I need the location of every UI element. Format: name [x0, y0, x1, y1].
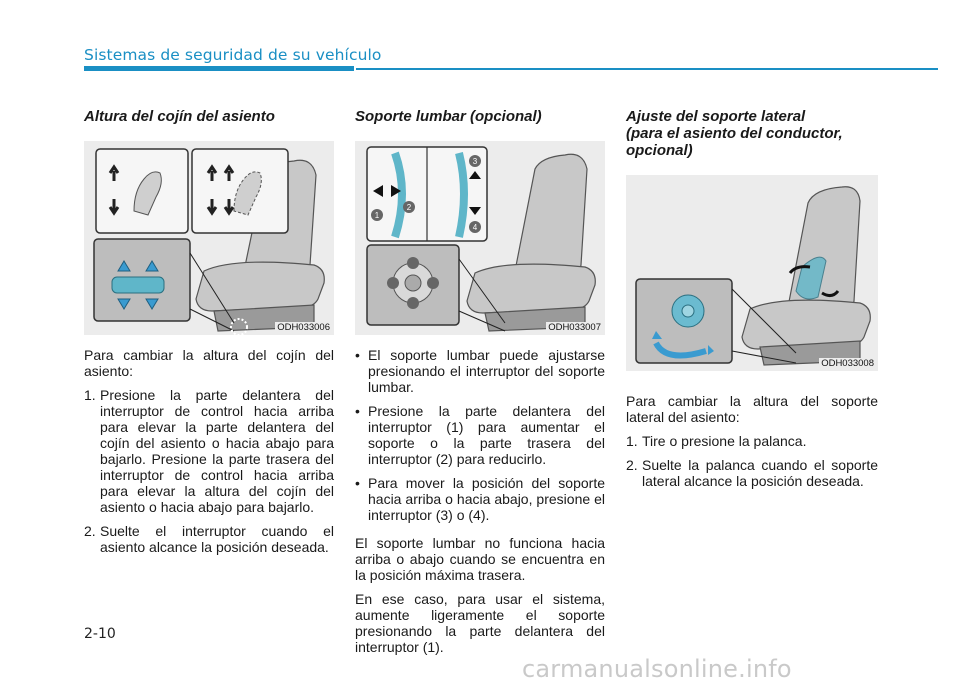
figure-code: ODH033006 [277, 322, 330, 333]
watermark-text: carmanualsonline.info [522, 655, 792, 683]
heading-seat-height: Altura del cojín del asiento [84, 108, 275, 125]
column-lumbar-support [355, 108, 605, 655]
lumbar-illustration [355, 141, 605, 335]
step-number: 2. [626, 457, 638, 473]
section-title: Sistemas de seguridad de su vehículo [84, 46, 382, 64]
steps-list [84, 387, 334, 555]
paragraph-note-2: En ese caso, para usar el sistema, aumente ligeramente el soporte presionando la parte delantera del interruptor (1). [355, 591, 605, 655]
heading-lumbar-support: Soporte lumbar (opcional) [355, 108, 542, 125]
figure-side-bolster [626, 175, 878, 371]
header-rule-thick [84, 66, 354, 71]
fig-label-2: 2 [406, 203, 412, 212]
bullet-text: El soporte lumbar puede ajustarse presionando el interruptor del soporte lumbar. [368, 347, 605, 395]
list-item [626, 433, 878, 449]
heading-side-bolster [626, 108, 878, 159]
column-side-bolster [626, 108, 878, 497]
step-text: Suelte la palanca cuando el soporte lateral alcance la posición deseada. [642, 457, 878, 489]
intro-text: Para cambiar la altura del soporte lateral del asiento: [626, 393, 878, 425]
bullet-text: Presione la parte delantera del interruptor (1) para aumentar el soporte o la parte trasera del interruptor (2) para reducirlo. [368, 403, 605, 467]
list-item: • El soporte lumbar puede ajustarse presionando el interruptor del soporte lumbar. [355, 347, 605, 395]
fig-label-3: 3 [472, 157, 478, 166]
list-item [84, 523, 334, 555]
figure-code: ODH033008 [821, 358, 874, 369]
step-number: 2. [84, 523, 96, 539]
bullet-list [355, 347, 605, 523]
heading-line-2: (para el asiento del conductor, [626, 125, 843, 142]
figure-lumbar-support [355, 141, 605, 335]
bullet-text: Para mover la posición del soporte hacia arriba o hacia abajo, presione el interruptor (3) o (4). [368, 475, 605, 523]
seat-height-illustration [84, 141, 334, 335]
step-text: Suelte el interruptor cuando el asiento alcance la posición deseada. [100, 523, 334, 555]
header-rule-thin [356, 68, 938, 70]
intro-text: Para cambiar la altura del cojín del asiento: [84, 347, 334, 379]
step-number: 1. [84, 387, 96, 403]
step-text: Presione la parte delantera del interruptor de control hacia arriba para elevar la parte delantera del cojín del asiento o hacia abajo para bajarlo. Presione la parte trasera del interruptor de control hacia arriba para elevar la altura del cojín del asiento o hacia abajo para bajarlo. [100, 387, 334, 515]
list-item: • Presione la parte delantera del interruptor (1) para aumentar el soporte o la parte trasera del interruptor (2) para reducirlo. [355, 403, 605, 467]
heading-line-3: opcional) [626, 142, 693, 159]
fig-label-1: 1 [374, 211, 380, 220]
column-seat-height [84, 108, 334, 563]
figure-seat-height [84, 141, 334, 335]
heading-line-1: Ajuste del soporte lateral [626, 108, 806, 125]
step-text: Tire o presione la palanca. [642, 433, 807, 449]
list-item: • Para mover la posición del soporte hacia arriba o hacia abajo, presione el interruptor (3) o (4). [355, 475, 605, 523]
page-number: 2-10 [84, 626, 116, 642]
paragraph-note-1: El soporte lumbar no funciona hacia arriba o abajo cuando se encuentra en la posición máxima trasera. [355, 535, 605, 583]
list-item [626, 457, 878, 489]
steps-list [626, 433, 878, 489]
side-bolster-illustration [626, 175, 878, 371]
step-number: 1. [626, 433, 638, 449]
figure-code: ODH033007 [548, 322, 601, 333]
list-item [84, 387, 334, 515]
fig-label-4: 4 [472, 223, 478, 232]
